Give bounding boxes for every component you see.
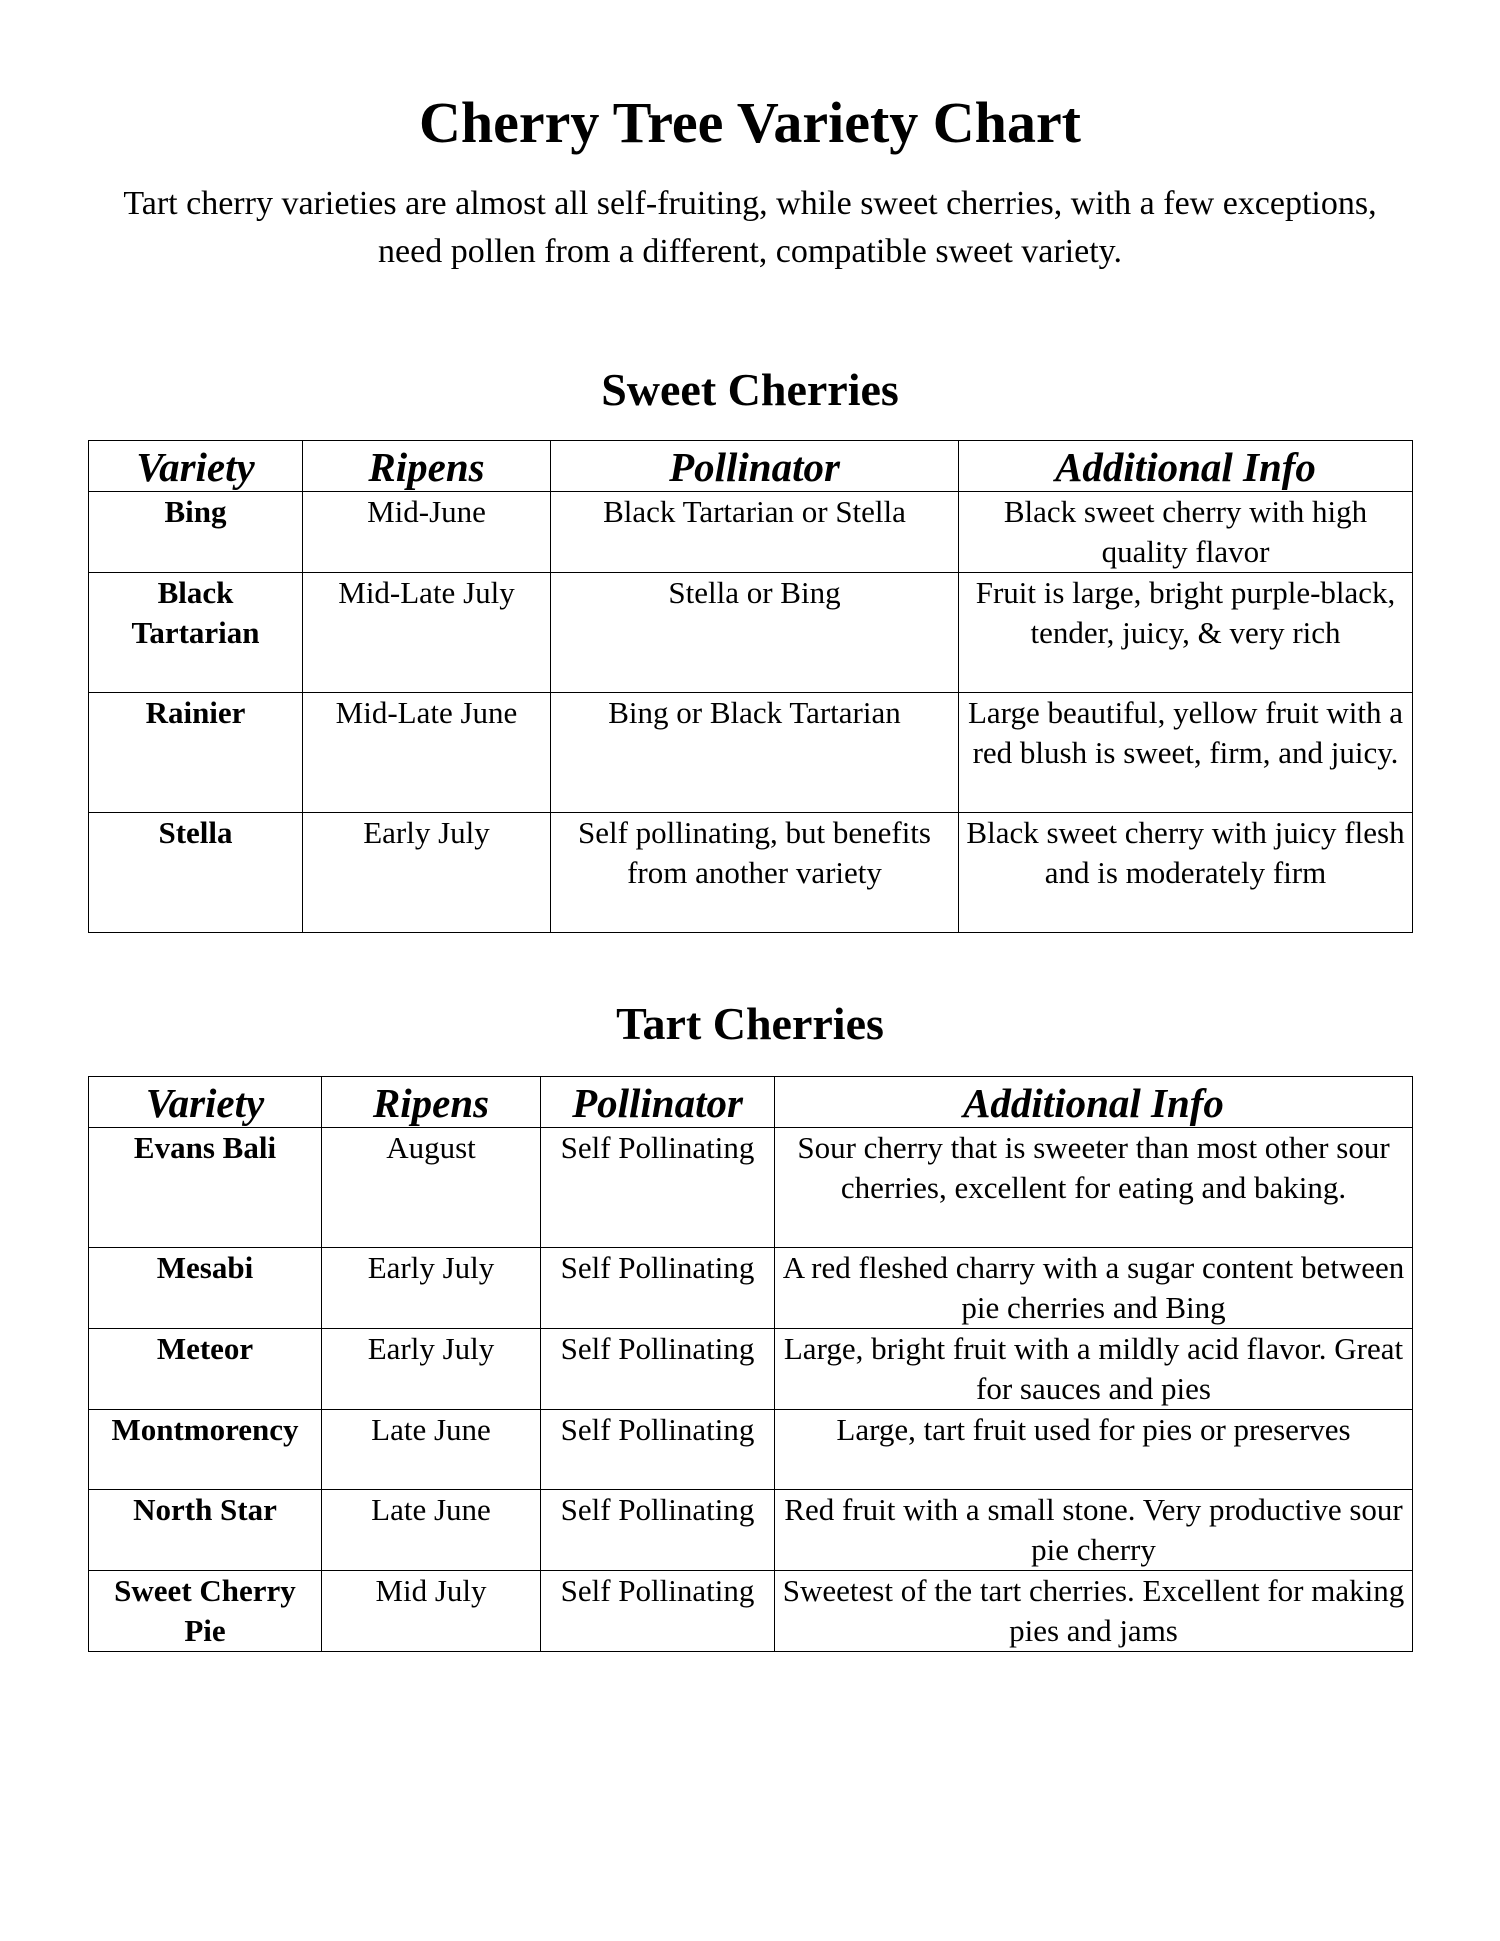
pollinator-cell: Self Pollinating — [541, 1410, 775, 1490]
column-header-additional-info: Additional Info — [959, 441, 1413, 492]
column-header-pollinator: Pollinator — [551, 441, 959, 492]
pollinator-cell: Self pollinating, but benefits from another variety — [551, 813, 959, 933]
column-header-ripens: Ripens — [322, 1077, 541, 1128]
table-header-row — [89, 1077, 1413, 1128]
pollinator-cell: Stella or Bing — [551, 573, 959, 693]
info-cell: Sour cherry that is sweeter than most other sour cherries, excellent for eating and baking. — [775, 1128, 1413, 1248]
info-cell: Black sweet cherry with high quality flavor — [959, 492, 1413, 573]
column-header-additional-info: Additional Info — [775, 1077, 1413, 1128]
ripens-cell: Early July — [322, 1329, 541, 1410]
ripens-cell: August — [322, 1128, 541, 1248]
table-row — [89, 813, 1413, 933]
info-cell: Large beautiful, yellow fruit with a red blush is sweet, firm, and juicy. — [959, 693, 1413, 813]
pollinator-cell: Bing or Black Tartarian — [551, 693, 959, 813]
column-header-variety: Variety — [89, 1077, 322, 1128]
table-row — [89, 693, 1413, 813]
ripens-cell: Mid July — [322, 1571, 541, 1652]
page-subtitle: Tart cherry varieties are almost all self-fruiting, while sweet cherries, with a few exceptions, need pollen from a different, compatible sweet variety. — [123, 185, 1377, 270]
column-header-ripens: Ripens — [303, 441, 551, 492]
table-header-row — [89, 441, 1413, 492]
table-row — [89, 1490, 1413, 1571]
info-cell: Fruit is large, bright purple-black, tender, juicy, & very rich — [959, 573, 1413, 693]
pollinator-cell: Self Pollinating — [541, 1490, 775, 1571]
ripens-cell: Mid-Late June — [303, 693, 551, 813]
page-title: Cherry Tree Variety Chart — [418, 90, 1081, 155]
variety-cell: Montmorency — [89, 1410, 322, 1490]
ripens-cell: Late June — [322, 1490, 541, 1571]
info-cell: Large, bright fruit with a mildly acid flavor. Great for sauces and pies — [775, 1329, 1413, 1410]
table-row — [89, 573, 1413, 693]
variety-cell: Meteor — [89, 1329, 322, 1410]
table-row — [89, 1329, 1413, 1410]
pollinator-cell: Self Pollinating — [541, 1248, 775, 1329]
info-cell: A red fleshed charry with a sugar content between pie cherries and Bing — [775, 1248, 1413, 1329]
table-row — [89, 1571, 1413, 1652]
table-row — [89, 492, 1413, 573]
variety-cell: North Star — [89, 1490, 322, 1571]
column-header-variety: Variety — [89, 441, 303, 492]
column-header-pollinator: Pollinator — [541, 1077, 775, 1128]
variety-cell: Rainier — [89, 693, 303, 813]
info-cell: Large, tart fruit used for pies or preserves — [775, 1410, 1413, 1490]
ripens-cell: Late June — [322, 1410, 541, 1490]
ripens-cell: Early July — [303, 813, 551, 933]
variety-cell: Stella — [89, 813, 303, 933]
table-row — [89, 1410, 1413, 1490]
tart-cherries-heading: Tart Cherries — [616, 998, 884, 1049]
pollinator-cell: Black Tartarian or Stella — [551, 492, 959, 573]
variety-cell: Evans Bali — [89, 1128, 322, 1248]
info-cell: Red fruit with a small stone. Very productive sour pie cherry — [775, 1490, 1413, 1571]
info-cell: Black sweet cherry with juicy flesh and is moderately firm — [959, 813, 1413, 933]
table-row — [89, 1128, 1413, 1248]
ripens-cell: Mid-June — [303, 492, 551, 573]
sweet-cherries-heading: Sweet Cherries — [601, 364, 899, 415]
ripens-cell: Early July — [322, 1248, 541, 1329]
sweet-cherries-table — [88, 440, 1413, 933]
ripens-cell: Mid-Late July — [303, 573, 551, 693]
pollinator-cell: Self Pollinating — [541, 1128, 775, 1248]
variety-cell: Bing — [89, 492, 303, 573]
table-row — [89, 1248, 1413, 1329]
info-cell: Sweetest of the tart cherries. Excellent for making pies and jams — [775, 1571, 1413, 1652]
variety-cell: Black Tartarian — [89, 573, 303, 693]
variety-cell: Sweet Cherry Pie — [89, 1571, 322, 1652]
pollinator-cell: Self Pollinating — [541, 1571, 775, 1652]
pollinator-cell: Self Pollinating — [541, 1329, 775, 1410]
tart-cherries-table — [88, 1076, 1413, 1652]
variety-cell: Mesabi — [89, 1248, 322, 1329]
